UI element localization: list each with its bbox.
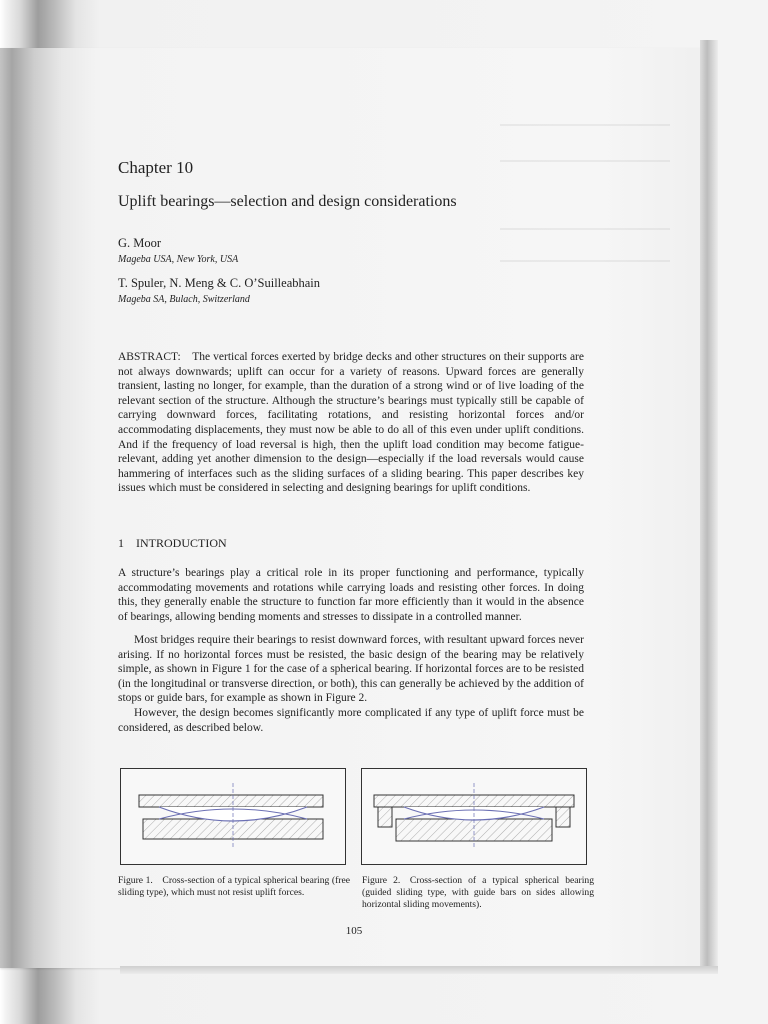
guide-bar-left <box>378 807 392 827</box>
author-affiliation: Mageba SA, Bulach, Switzerland <box>118 294 250 305</box>
figure-1-caption: Figure 1. Cross-section of a typical spherical bearing (free sliding type), which must not resist uplift forces. <box>118 875 350 898</box>
author-name: T. Spuler, N. Meng & C. O’Suilleabhain <box>118 276 321 290</box>
paragraph: Most bridges require their bearings to resist downward forces, with resultant upward forces never arising. If no horizontal forces must be resisted, the basic design of the bearing may be relatively simple, as shown in Figure 1 for the case of a spherical bearing. If horizontal forces are to be resisted (in the longitudinal or transverse direction, or both), this can generally be achieved by the addition of stops or guide bars, for example as shown in Figure 2. <box>118 634 584 705</box>
paper-title: Uplift bearings—selection and design considerations <box>118 193 457 210</box>
section-heading: 1 INTRODUCTION <box>118 536 227 550</box>
paragraph: A structure’s bearings play a critical role in its proper functioning and performance, typically accommodating movements and rotations while carrying loads and resisting other forces. In doing this, they generally enable the structure to function far more efficiently than it would in the absence of bearings, allowing bending moments and stresses to dissipate in a controlled manner. <box>118 567 584 623</box>
figure-1-drawing <box>120 768 346 865</box>
figure-2-caption: Figure 2. Cross-section of a typical spherical bearing (guided sliding type, with guide bars on sides allowing horizontal sliding movements). <box>362 875 594 910</box>
author-name: G. Moor <box>118 236 162 250</box>
page-number: 105 <box>345 925 363 937</box>
spherical-bearing-guided-sliding-diagram <box>362 769 586 864</box>
chapter-label: Chapter 10 <box>118 158 194 177</box>
paragraph: However, the design becomes significantly more complicated if any type of uplift force must be considered, as described below. <box>118 707 584 734</box>
abstract: ABSTRACT: The vertical forces exerted by bridge decks and other structures on their supports are not always downwards; uplift can occur for a variety of reasons. Upward forces are generally transient, lasting no longer, for example, than the duration of a strong wind or of live loading of the relevant section of the structure. Although the structure’s bearings must typically still be capable of carrying downward forces, facilitating rotations, and resisting horizontal forces and/or accommodating displacements, they must now be able to do all of this even under uplift conditions. And if the frequency of load reversal is high, then the uplift load condition may become fatigue-relevant, adding yet another dimension to the design—especially if the load reversals would cause hammering of interfaces such as the sliding surfaces of a sliding bearing. This paper describes key issues which must be considered in selecting and designing bearings for uplift conditions. <box>118 351 584 495</box>
top-plate <box>139 795 323 807</box>
figure-2-drawing <box>361 768 587 865</box>
spherical-bearing-free-sliding-diagram <box>121 769 345 864</box>
author-affiliation: Mageba USA, New York, USA <box>118 254 239 265</box>
guide-bar-right <box>556 807 570 827</box>
